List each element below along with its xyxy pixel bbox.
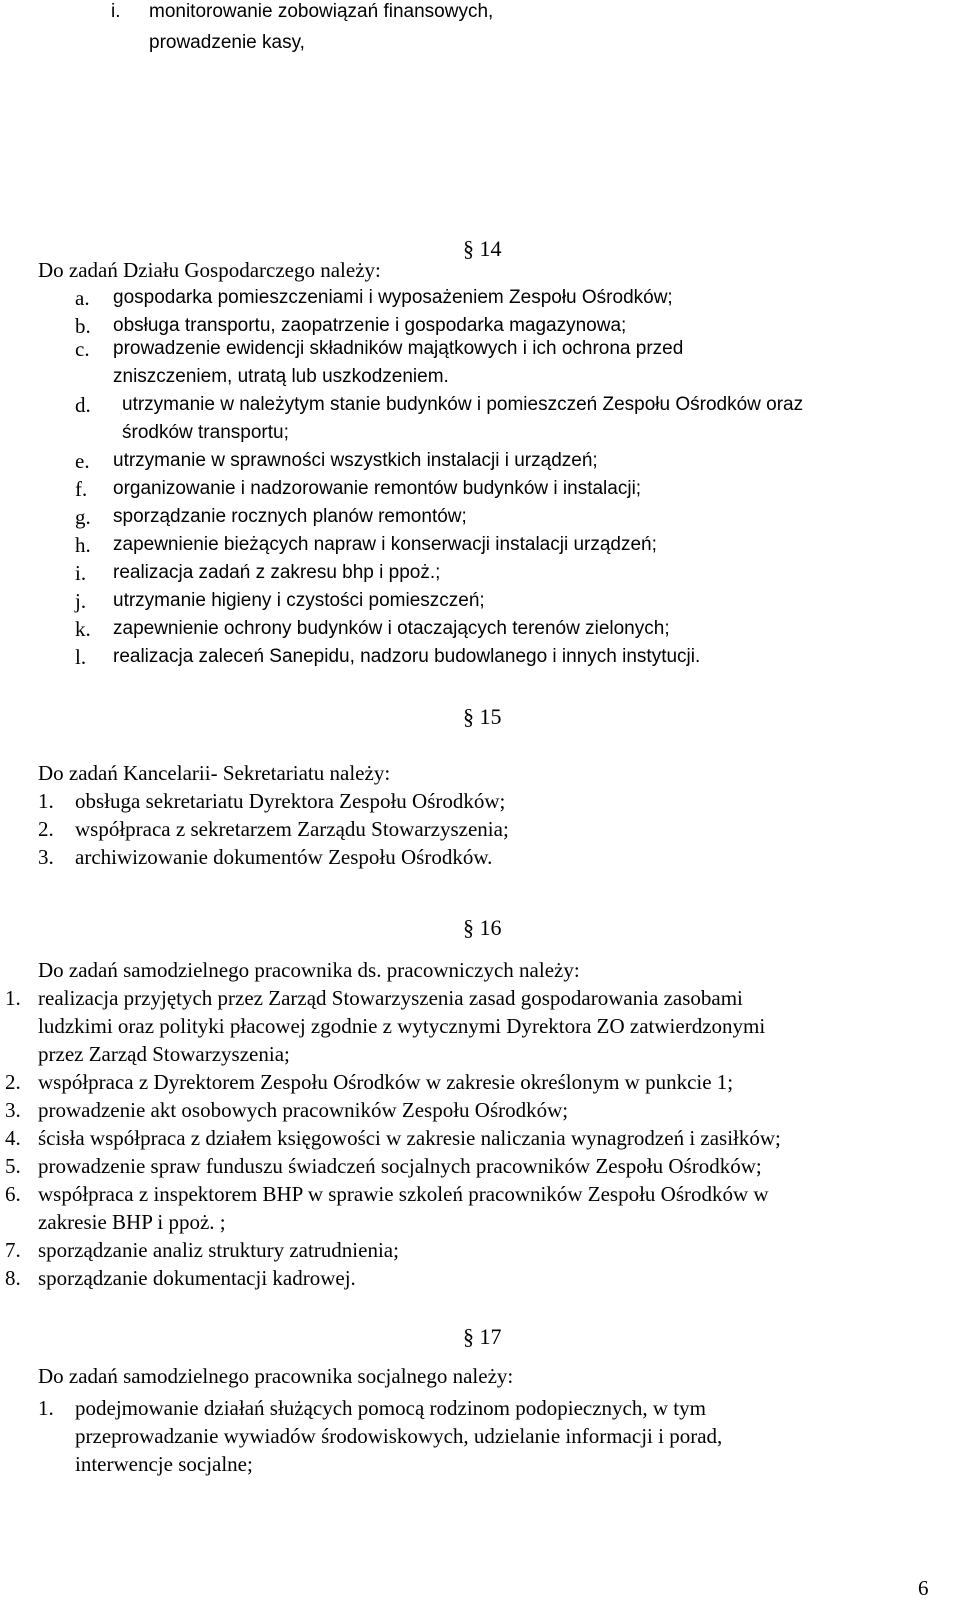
list-marker: 3. bbox=[38, 845, 54, 869]
list-marker: 1. bbox=[38, 789, 54, 813]
list-item-text: sporządzanie analiz struktury zatrudnienia; bbox=[38, 1238, 399, 1262]
list-item-text bbox=[38, 1184, 935, 1205]
list-item-text: realizacja zaleceń Sanepidu, nadzoru budowlanego i innych instytucji. bbox=[113, 646, 701, 667]
list-item-text: zapewnienie bieżących napraw i konserwacji instalacji urządzeń; bbox=[113, 534, 657, 555]
list-item-text-continued: zniszczeniem, utratą lub uszkodzeniem. bbox=[113, 366, 449, 387]
list-marker: 5. bbox=[5, 1154, 21, 1178]
list-item-text-continued: interwencje socjalne; bbox=[75, 1452, 253, 1476]
page-number: 6 bbox=[918, 1576, 929, 1600]
list-item-text-continued: ludzkimi oraz polityki płacowej zgodnie z wytycznymi Dyrektora ZO zatwierdzonymi bbox=[38, 1014, 766, 1038]
list-marker: i. bbox=[75, 561, 87, 585]
paragraph-number: § 14 bbox=[463, 236, 502, 261]
section-intro: Do zadań Działu Gospodarczego należy: bbox=[38, 258, 381, 282]
list-marker: j. bbox=[75, 589, 87, 613]
list-marker: c. bbox=[75, 337, 90, 361]
list-item-text: archiwizowanie dokumentów Zespołu Ośrodków. bbox=[75, 845, 493, 869]
section-intro: Do zadań Kancelarii- Sekretariatu należy: bbox=[38, 761, 391, 785]
list-marker: 4. bbox=[5, 1126, 21, 1150]
list-item-text: organizowanie i nadzorowanie remontów budynków i instalacji; bbox=[113, 478, 642, 499]
list-item-text: współpraca z sekretarzem Zarządu Stowarzyszenia; bbox=[75, 817, 509, 841]
list-item-text-continued: zakresie BHP i ppoż. ; bbox=[38, 1210, 226, 1234]
list-item-text-continued: przeprowadzanie wywiadów środowiskowych, udzielanie informacji i porad, bbox=[75, 1424, 723, 1448]
list-marker: 7. bbox=[5, 1238, 21, 1262]
list-marker: d. bbox=[75, 393, 91, 417]
list-item-text: sporządzanie rocznych planów remontów; bbox=[113, 506, 467, 527]
list-item-text: gospodarka pomieszczeniami i wyposażeniem Zespołu Ośrodków; bbox=[113, 287, 673, 308]
list-item-text: prowadzenie ewidencji składników majątkowych i ich ochrona przed bbox=[113, 338, 684, 359]
list-item-text: obsługa sekretariatu Dyrektora Zespołu Ośrodków; bbox=[75, 789, 506, 813]
list-marker: l. bbox=[75, 645, 87, 669]
list-marker: e. bbox=[75, 449, 90, 473]
list-marker: f. bbox=[75, 477, 88, 501]
paragraph-number: § 16 bbox=[463, 915, 502, 940]
list-item-text: realizacja przyjętych przez Zarząd Stowarzyszenia zasad gospodarowania zasobami bbox=[38, 986, 743, 1010]
list-item-text: ścisła współpraca z działem księgowości w zakresie naliczania wynagrodzeń i zasiłków; bbox=[38, 1126, 781, 1150]
section-intro: Do zadań samodzielnego pracownika socjalnego należy: bbox=[38, 1364, 514, 1388]
list-item-text: współpraca z inspektorem BHP w sprawie szkoleń pracowników Zespołu Ośrodków w bbox=[38, 1182, 769, 1206]
list-item-text: obsługa transportu, zaopatrzenie i gospodarka magazynowa; bbox=[113, 315, 627, 336]
list-marker: i. bbox=[111, 1, 121, 22]
list-item-text: współpraca z Dyrektorem Zespołu Ośrodków w zakresie określonym w punkcie 1; bbox=[38, 1070, 734, 1094]
list-marker: 2. bbox=[38, 817, 54, 841]
list-item-text-continued: przez Zarząd Stowarzyszenia; bbox=[38, 1042, 290, 1066]
list-item-text: prowadzenie spraw funduszu świadczeń socjalnych pracowników Zespołu Ośrodków; bbox=[38, 1154, 762, 1178]
list-marker: k. bbox=[75, 617, 91, 641]
list-item-text: realizacja zadań z zakresu bhp i ppoż.; bbox=[113, 562, 441, 583]
list-marker: 8. bbox=[5, 1266, 21, 1290]
paragraph-number: § 15 bbox=[463, 704, 502, 729]
list-marker: 1. bbox=[38, 1396, 54, 1420]
section-intro: Do zadań samodzielnego pracownika ds. pracowniczych należy: bbox=[38, 958, 580, 982]
list-item-text: utrzymanie w należytym stanie budynków i pomieszczeń Zespołu Ośrodków oraz bbox=[122, 394, 804, 415]
list-item-text: sporządzanie dokumentacji kadrowej. bbox=[38, 1266, 356, 1290]
list-marker: b. bbox=[75, 314, 91, 338]
list-marker: h. bbox=[75, 533, 91, 557]
list-item-text-continued: prowadzenie kasy, bbox=[149, 32, 305, 53]
list-marker: a. bbox=[75, 286, 90, 310]
list-marker: 6. bbox=[5, 1182, 21, 1206]
list-item-text-continued: środków transportu; bbox=[122, 422, 289, 443]
list-item-text: utrzymanie higieny i czystości pomieszczeń; bbox=[113, 590, 485, 611]
list-item-text: zapewnienie ochrony budynków i otaczających terenów zielonych; bbox=[113, 618, 670, 639]
list-marker: 3. bbox=[5, 1098, 21, 1122]
list-marker: 1. bbox=[5, 986, 21, 1010]
list-item-text: prowadzenie akt osobowych pracowników Zespołu Ośrodków; bbox=[38, 1098, 569, 1122]
list-item-text: monitorowanie zobowiązań finansowych, bbox=[149, 1, 494, 22]
list-item-text: utrzymanie w sprawności wszystkich instalacji i urządzeń; bbox=[113, 450, 598, 471]
list-marker: g. bbox=[75, 505, 91, 529]
paragraph-number: § 17 bbox=[463, 1324, 502, 1349]
list-marker: 2. bbox=[5, 1070, 21, 1094]
list-item-text: podejmowanie działań służących pomocą rodzinom podopiecznych, w tym bbox=[75, 1396, 706, 1420]
